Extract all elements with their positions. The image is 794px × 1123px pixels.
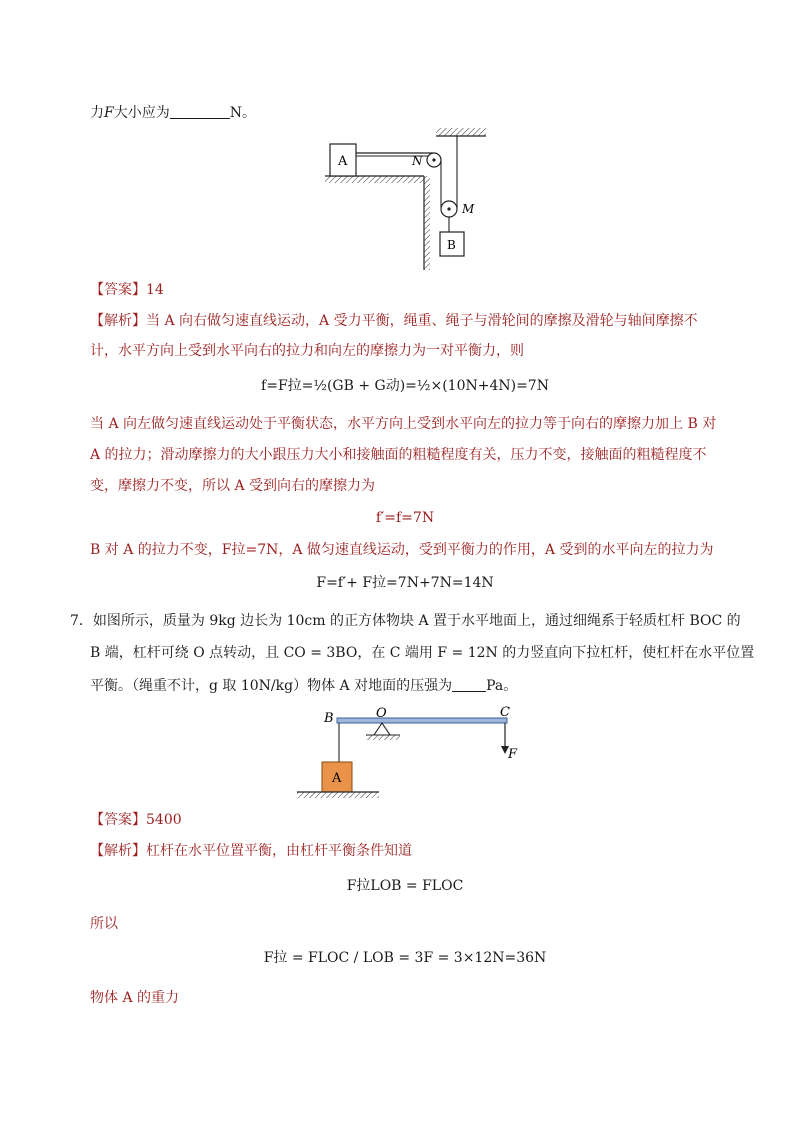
fig-label-c: C: [500, 705, 510, 720]
q6-question-tail: 力F大小应为 N。: [90, 105, 256, 121]
q6-equation-2: f′=f=7N: [375, 510, 435, 526]
q6-analysis-p1a: 【解析】当 A 向右做匀速直线运动，A 受力平衡，绳重、绳子与滑轮间的摩擦及滑轮与轴间摩擦不: [90, 313, 698, 329]
pulley-diagram: [320, 124, 500, 274]
q7-equation-2: F拉 = FLOC / LOB = 3F = 3×12N=36N: [263, 950, 547, 966]
q7-analysis-p1: 【解析】杠杆在水平位置平衡，由杠杆平衡条件知道: [90, 843, 412, 859]
q6-answer: 【答案】14: [90, 282, 164, 298]
q7-question-line3: 平衡。（绳重不计，g 取 10N/kg）物体 A 对地面的压强为 Pa。: [90, 678, 518, 694]
q7-question-line2: B 端，杠杆可绕 O 点转动，且 CO = 3BO，在 C 端用 F = 12N 的力竖直向下拉杠杆，使杠杆在水平位置: [90, 645, 755, 661]
q6-analysis-p2a: 当 A 向左做匀速直线运动处于平衡状态，水平方向上受到水平向左的拉力等于向右的摩擦力加上 B 对: [90, 416, 717, 432]
fig-label-a: A: [332, 771, 342, 786]
fig-label-f: F: [508, 747, 518, 762]
q7-analysis-p2: 所以: [90, 916, 118, 932]
q6-analysis-p3: B 对 A 的拉力不变，F拉=7N，A 做匀速直线运动，受到平衡力的作用，A 受到的水平向左的拉力为: [90, 542, 714, 558]
fulcrum: [374, 723, 390, 735]
q6-analysis-p2c: 变，摩擦力不变，所以 A 受到向右的摩擦力为: [90, 478, 376, 494]
q6-equation-1: f=F拉=½(GB + G动)=½×(10N+4N)=7N: [261, 378, 549, 394]
fig-label-o: O: [376, 706, 387, 721]
answer-blank[interactable]: [170, 104, 230, 119]
q7-question-line1: 7．如图所示，质量为 9kg 边长为 10cm 的正方体物块 A 置于水平地面上，通过细绳系于轻质杠杆 BOC 的: [70, 613, 741, 629]
q6-analysis-p2b: A 的拉力；滑动摩擦力的大小跟压力大小和接触面的粗糙程度有关，压力不变，接触面的粗糙程度不: [90, 447, 707, 463]
lever-bar: [337, 718, 507, 723]
fig-label-m: M: [462, 202, 475, 216]
fig-label-b: B: [447, 238, 456, 252]
answer-blank[interactable]: [452, 677, 486, 692]
q7-answer: 【答案】5400: [90, 812, 182, 828]
lever-diagram: [292, 702, 532, 802]
fig-label-n: N: [412, 154, 423, 168]
q6-equation-3: F=f′+ F拉=7N+7N=14N: [316, 575, 494, 591]
fig-label-a: A: [338, 154, 348, 169]
q6-analysis-p1b: 计，水平方向上受到水平向右的拉力和向左的摩擦力为一对平衡力，则: [90, 343, 524, 359]
fig-label-b: B: [324, 711, 334, 726]
q7-equation-1: F拉LOB = FLOC: [346, 878, 464, 894]
q7-analysis-p3: 物体 A 的重力: [90, 990, 180, 1006]
